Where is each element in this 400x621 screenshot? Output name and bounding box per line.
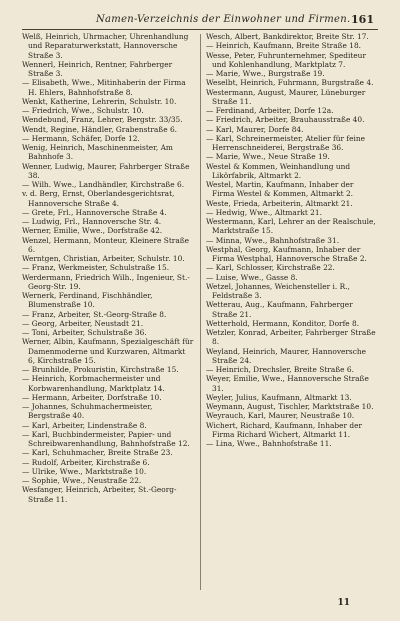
header-rule (22, 29, 378, 30)
directory-entry: Weymann, August, Tischler, Marktstraße 10. (206, 402, 374, 411)
directory-entry: — Karl, Buchbindermeister, Papier- und Schreibwarenhandlung, Bahnhofstraße 12. (22, 429, 190, 448)
directory-entry: Weselbt, Heinrich, Fuhrmann, Burgstraße 4. (206, 78, 374, 88)
directory-entry: — Sophie, Wwe., Neustraße 22. (22, 476, 142, 485)
directory-entry: — Brunhilde, Prokuristin, Kirchstraße 15. (22, 365, 179, 374)
directory-entry: v. d. Berg, Ernst, Oberlandesgerichtsrat, Hannoversche Straße 4. (22, 189, 175, 208)
running-title: Namen-Verzeichnis der Einwohner und Firmen. (96, 14, 351, 25)
directory-entry: Werner, Albin, Kaufmann, Spezialgeschäft für Damenmoderne und Kurzwaren, Altmarkt 6, Kirchstraße 15. (22, 337, 194, 365)
directory-entry: — Heinrich, Kaufmann, Breite Straße 18. (206, 41, 362, 51)
directory-entry: Werdermann, Friedrich Wilh., Ingenieur, St.-Georg-Str. 19. (22, 272, 190, 291)
directory-entry: Wesfanger, Heinrich, Arbeiter, St.-Georg-Straße 11. (22, 485, 177, 504)
directory-entry: Westphal, Georg, Kaufmann, Inhaber der Firma Westphal, Hannoversche Straße 2. (206, 244, 367, 263)
directory-entry: Werntgen, Christian, Arbeiter, Schulstr. 10. (22, 254, 185, 263)
column-divider (200, 34, 201, 590)
directory-entry: Wetterhold, Hermann, Konditor, Dorfe 8. (206, 318, 360, 328)
directory-entry: — Ludwig, Frl., Hannoversche Str. 4. (22, 217, 162, 226)
directory-entry: Werner, Emilie, Wwe., Dorfstraße 42. (22, 226, 163, 236)
directory-entry: Weyrauch, Karl, Maurer, Neustraße 10. (206, 411, 355, 421)
directory-entry: — Hermann, Arbeiter, Dorfstraße 10. (22, 392, 162, 402)
directory-entry: — Karl, Maurer, Dorfe 84. (206, 124, 304, 134)
directory-entry: Wenkt, Katherine, Lehrerin, Schulstr. 10. (22, 96, 177, 106)
directory-entry: — Franz, Arbeiter, St.-Georg-Straße 8. (22, 309, 167, 319)
directory-entry: — Georg, Arbeiter, Neustadt 21. (22, 318, 144, 328)
directory-entry: Wernerk, Ferdinand, Fischhändler, Blumenstraße 10. (22, 291, 153, 310)
directory-entry: — Wilh. Wwe., Landhändler, Kirchstraße 6. (22, 180, 185, 189)
directory-entry: — Hermann, Schäfer, Dorfe 12. (22, 133, 140, 143)
directory-entry: Welß, Heinrich, Uhrmacher, Uhrenhandlung und Reparaturwerkstatt, Hannoversche Straße 3. (22, 32, 189, 60)
directory-entry: Wennerl, Heinrich, Rentner, Fahrberger Straße 3. (22, 59, 173, 78)
directory-entry: Westel, Martin, Kaufmann, Inhaber der Firma Westel & Kommen, Altmarkt 2. (206, 180, 354, 199)
directory-entry: — Friedrich, Wwe., Schulstr. 10. (22, 106, 144, 115)
directory-entry: Wetzler, Konrad, Arbeiter, Fahrberger Straße 8. (206, 328, 376, 347)
directory-entry: — Marie, Wwe., Neue Straße 19. (206, 152, 330, 162)
directory-entry: Wenig, Heinrich, Maschinenmeister, Am Bahnhofe 3. (22, 143, 173, 162)
directory-entry: Westel & Kommen, Weinhandlung und Likörfabrik, Altmarkt 2. (206, 161, 351, 180)
page-header (0, 0, 400, 36)
directory-entry: — Karl, Schreinermeister, Atelier für feine Herrenschneiderei, Bergstraße 36. (206, 133, 365, 152)
directory-entry: — Friedrich, Arbeiter, Brauhausstraße 40. (206, 115, 365, 125)
left-column (22, 32, 194, 592)
directory-entry: Wenzel, Hermann, Monteur, Kleinere Straße 6. (22, 235, 190, 254)
directory-entry: Wendebund, Franz, Lehrer, Bergstr. 33/35. (22, 115, 183, 125)
directory-entry: Wesch, Albert, Bankdirektor, Breite Str. 17. (206, 32, 369, 41)
directory-entry: Weyland, Heinrich, Maurer, Hannoversche Straße 24. (206, 346, 366, 365)
directory-entry: — Toni, Arbeiter, Schulstraße 36. (22, 328, 147, 337)
directory-entry: — Marie, Wwe., Burgstraße 19. (206, 69, 325, 78)
directory-entry: Wichert, Richard, Kaufmann, Inhaber der Firma Richard Wichert, Altmarkt 11. (206, 420, 363, 439)
directory-entry: Weste, Frieda, Arbeiterin, Altmarkt 21. (206, 198, 353, 208)
directory-entry: Westermann, Karl, Lehrer an der Realschule, Marktstraße 15. (206, 217, 376, 236)
directory-entry: — Franz, Werkmeister, Schulstraße 15. (22, 263, 170, 273)
directory-entry: Wetterau, Aug., Kaufmann, Fahrberger Straße 21. (206, 300, 353, 319)
directory-entry: — Karl, Schuhmacher, Breite Straße 23. (22, 448, 173, 458)
directory-entry: Wendt, Regine, Händler, Grabenstraße 6. (22, 124, 178, 134)
directory-entry: — Hedwig, Wwe., Altmarkt 21. (206, 207, 322, 217)
directory-entry: — Karl, Schlosser, Kirchstraße 22. (206, 263, 335, 273)
directory-entry: — Heinrich, Korbmachermeister und Korbwarenhandlung, Marktplatz 14. (22, 374, 165, 393)
right-column (206, 32, 378, 592)
directory-entry: — Heinrich, Drechsler, Breite Straße 6. (206, 365, 354, 374)
directory-entry: Weyler, Julius, Kaufmann, Altmarkt 13. (206, 392, 352, 402)
directory-entry: — Ferdinand, Arbeiter, Dorfe 12a. (206, 106, 334, 115)
directory-entry: Wesse, Peter, Fuhrunternehmer, Spediteur und Kohlenhandlung, Marktplatz 7. (206, 50, 366, 69)
directory-entry: Wetzel, Johannes, Weichensteller i. R., Feldstraße 3. (206, 281, 350, 300)
directory-entry: — Lina, Wwe., Bahnhofstraße 11. (206, 439, 332, 448)
directory-entry: — Ulrike, Wwe., Marktstraße 10. (22, 466, 147, 476)
directory-entry: — Grete, Frl., Hannoversche Straße 4. (22, 207, 167, 217)
directory-entry: — Elisabeth, Wwe., Mitinhaberin der Firma H. Ehlers, Bahnhofstraße 8. (22, 78, 186, 97)
directory-entry: — Karl, Arbeiter, Lindenstraße 8. (22, 420, 147, 430)
directory-entry: Wenner, Ludwig, Maurer, Fahrberger Straße 38. (22, 161, 190, 180)
directory-entry: — Minna, Wwe., Bahnhofstraße 31. (206, 235, 340, 245)
directory-entry: Weyer, Emilie, Wwe., Hannoversche Straße 31. (206, 374, 369, 393)
directory-entry: — Johannes, Schuhmachermeister, Bergstraße 40. (22, 402, 153, 421)
footer-mark: 11 (337, 598, 350, 608)
directory-entry: — Rudolf, Arbeiter, Kirchstraße 6. (22, 457, 150, 467)
directory-entry: Westermann, August, Maurer, Lüneburger Straße 11. (206, 87, 366, 106)
directory-entry: — Luise, Wwe., Gasse 8. (206, 272, 298, 282)
page-number: 161 (351, 13, 374, 26)
